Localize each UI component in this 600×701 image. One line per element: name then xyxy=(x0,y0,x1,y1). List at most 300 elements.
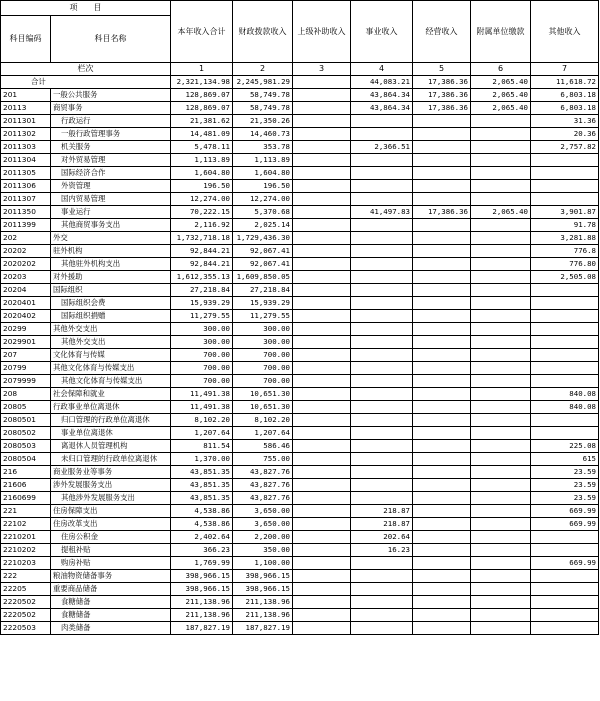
subject-name-cell: 重要商品储备 xyxy=(51,583,171,596)
subject-name-cell: 国际经济合作 xyxy=(51,167,171,180)
table-row xyxy=(1,388,599,401)
value-cell-col7: 6,803.18 xyxy=(531,102,599,115)
value-cell-col6 xyxy=(471,518,531,531)
table-row xyxy=(1,89,599,102)
value-cell-col2: 398,966.15 xyxy=(233,583,293,596)
table-row xyxy=(1,375,599,388)
value-cell-col2: 398,966.15 xyxy=(233,570,293,583)
value-cell-col7: 3,281.88 xyxy=(531,232,599,245)
subject-name-cell: 其他外交支出 xyxy=(51,336,171,349)
value-cell-col2: 14,460.73 xyxy=(233,128,293,141)
value-cell-col1: 12,274.00 xyxy=(171,193,233,206)
table-row xyxy=(1,167,599,180)
subject-code-cell: 2011350 xyxy=(1,206,51,219)
value-cell-col6 xyxy=(471,570,531,583)
value-cell-col2: 92,067.41 xyxy=(233,258,293,271)
table-row xyxy=(1,102,599,115)
value-cell-col3 xyxy=(293,102,351,115)
subject-name-cell: 其他涉外发展服务支出 xyxy=(51,492,171,505)
value-cell-col3 xyxy=(293,622,351,635)
table-row xyxy=(1,284,599,297)
value-cell-col4 xyxy=(351,479,413,492)
value-cell-col4 xyxy=(351,284,413,297)
index-number-7: 7 xyxy=(531,63,599,76)
value-cell-col6 xyxy=(471,492,531,505)
table-row xyxy=(1,193,599,206)
value-cell-col4 xyxy=(351,466,413,479)
value-cell-col5: 17,386.36 xyxy=(413,102,471,115)
table-row xyxy=(1,440,599,453)
value-cell-col3 xyxy=(293,557,351,570)
value-cell-col3 xyxy=(293,141,351,154)
subject-code-cell: 20799 xyxy=(1,362,51,375)
table-row xyxy=(1,466,599,479)
value-cell-col7 xyxy=(531,323,599,336)
value-cell-col3 xyxy=(293,388,351,401)
value-cell-col3 xyxy=(293,505,351,518)
value-cell-col5 xyxy=(413,544,471,557)
subject-code-cell: 202 xyxy=(1,232,51,245)
value-cell-col6 xyxy=(471,193,531,206)
value-cell-col1: 43,851.35 xyxy=(171,479,233,492)
value-cell-col2: 211,138.96 xyxy=(233,596,293,609)
subject-code-cell: 2160699 xyxy=(1,492,51,505)
subject-name-cell: 食糖储备 xyxy=(51,596,171,609)
value-cell-col2: 43,827.76 xyxy=(233,492,293,505)
value-cell-col7 xyxy=(531,336,599,349)
subject-name-cell: 粮油物资储备事务 xyxy=(51,570,171,583)
value-cell-col2: 350.00 xyxy=(233,544,293,557)
value-cell-col2: 2,200.00 xyxy=(233,531,293,544)
subject-name-cell: 国际组织会费 xyxy=(51,297,171,310)
table-row xyxy=(1,336,599,349)
subject-code-cell: 2011306 xyxy=(1,180,51,193)
value-cell-col7 xyxy=(531,583,599,596)
value-cell-col5 xyxy=(413,141,471,154)
value-cell-col6 xyxy=(471,245,531,258)
value-cell-col5 xyxy=(413,336,471,349)
value-cell-col7: 840.08 xyxy=(531,401,599,414)
value-cell-col7 xyxy=(531,167,599,180)
subject-code-cell: 222 xyxy=(1,570,51,583)
value-cell-col1: 1,612,355.13 xyxy=(171,271,233,284)
value-cell-col1: 196.50 xyxy=(171,180,233,193)
subject-code-cell: 22205 xyxy=(1,583,51,596)
value-cell-col5 xyxy=(413,297,471,310)
total-value-3 xyxy=(293,76,351,89)
value-cell-col2: 27,218.84 xyxy=(233,284,293,297)
subject-name-cell: 外交 xyxy=(51,232,171,245)
value-cell-col4 xyxy=(351,271,413,284)
value-cell-col6 xyxy=(471,401,531,414)
value-cell-col1: 1,113.89 xyxy=(171,154,233,167)
header-row-index xyxy=(1,63,599,76)
subject-name-cell: 事业单位离退休 xyxy=(51,427,171,440)
value-cell-col5 xyxy=(413,570,471,583)
value-cell-col3 xyxy=(293,518,351,531)
subject-code-header: 科目编码 xyxy=(1,16,51,63)
value-cell-col1: 1,207.64 xyxy=(171,427,233,440)
value-cell-col5 xyxy=(413,349,471,362)
subject-code-cell: 2080501 xyxy=(1,414,51,427)
value-cell-col6 xyxy=(471,596,531,609)
value-cell-col5: 17,386.36 xyxy=(413,206,471,219)
value-cell-col4 xyxy=(351,167,413,180)
value-cell-col1: 366.23 xyxy=(171,544,233,557)
value-cell-col7 xyxy=(531,362,599,375)
value-cell-col3 xyxy=(293,531,351,544)
value-cell-col2: 1,609,850.05 xyxy=(233,271,293,284)
subject-code-cell: 216 xyxy=(1,466,51,479)
subject-name-cell: 国内贸易管理 xyxy=(51,193,171,206)
value-cell-col7 xyxy=(531,180,599,193)
value-cell-col3 xyxy=(293,245,351,258)
value-cell-col1: 70,222.15 xyxy=(171,206,233,219)
value-cell-col4 xyxy=(351,245,413,258)
subject-name-cell: 肉类储备 xyxy=(51,622,171,635)
value-cell-col6 xyxy=(471,128,531,141)
value-cell-col4 xyxy=(351,427,413,440)
subject-name-cell: 国际组织捐赠 xyxy=(51,310,171,323)
table-row xyxy=(1,232,599,245)
value-cell-col4 xyxy=(351,596,413,609)
value-cell-col4: 218.87 xyxy=(351,518,413,531)
value-cell-col2: 92,067.41 xyxy=(233,245,293,258)
value-cell-col2: 1,207.64 xyxy=(233,427,293,440)
value-cell-col4 xyxy=(351,362,413,375)
subject-code-cell: 2011399 xyxy=(1,219,51,232)
value-cell-col3 xyxy=(293,323,351,336)
value-cell-col1: 11,491.38 xyxy=(171,388,233,401)
subject-code-cell: 20204 xyxy=(1,284,51,297)
value-cell-col5 xyxy=(413,401,471,414)
value-cell-col1: 811.54 xyxy=(171,440,233,453)
value-cell-col7: 2,757.82 xyxy=(531,141,599,154)
value-cell-col3 xyxy=(293,609,351,622)
value-cell-col4 xyxy=(351,232,413,245)
value-cell-col1: 8,102.20 xyxy=(171,414,233,427)
value-cell-col5 xyxy=(413,375,471,388)
subject-name-header: 科目名称 xyxy=(51,16,171,63)
value-cell-col2: 1,113.89 xyxy=(233,154,293,167)
value-cell-col7: 615 xyxy=(531,453,599,466)
subject-code-cell: 2020202 xyxy=(1,258,51,271)
value-cell-col6: 2,065.40 xyxy=(471,89,531,102)
value-cell-col6: 2,065.40 xyxy=(471,102,531,115)
value-cell-col2: 10,651.30 xyxy=(233,388,293,401)
subject-code-cell: 2079999 xyxy=(1,375,51,388)
subject-name-cell: 其他外交支出 xyxy=(51,323,171,336)
value-cell-col7: 776.8 xyxy=(531,245,599,258)
value-cell-col1: 11,279.55 xyxy=(171,310,233,323)
value-cell-col4 xyxy=(351,154,413,167)
value-cell-col2: 3,650.00 xyxy=(233,518,293,531)
total-value-2: 2,245,981.29 xyxy=(233,76,293,89)
value-cell-col2: 700.00 xyxy=(233,349,293,362)
subject-name-cell: 提租补贴 xyxy=(51,544,171,557)
value-cell-col1: 700.00 xyxy=(171,375,233,388)
value-cell-col5 xyxy=(413,219,471,232)
table-row xyxy=(1,323,599,336)
value-cell-col6 xyxy=(471,466,531,479)
index-number-6: 6 xyxy=(471,63,531,76)
value-cell-col1: 187,827.19 xyxy=(171,622,233,635)
value-cell-col5 xyxy=(413,518,471,531)
value-cell-col7 xyxy=(531,427,599,440)
value-cell-col7: 776.80 xyxy=(531,258,599,271)
value-cell-col1: 128,869.07 xyxy=(171,102,233,115)
table-row xyxy=(1,609,599,622)
subject-name-cell: 行政事业单位离退休 xyxy=(51,401,171,414)
value-cell-col7 xyxy=(531,596,599,609)
subject-name-cell: 对外贸易管理 xyxy=(51,154,171,167)
value-cell-col5 xyxy=(413,271,471,284)
subject-code-cell: 2011307 xyxy=(1,193,51,206)
value-cell-col5 xyxy=(413,557,471,570)
value-cell-col1: 27,218.84 xyxy=(171,284,233,297)
column-header-4: 事业收入 xyxy=(351,1,413,63)
value-cell-col5 xyxy=(413,583,471,596)
value-cell-col4 xyxy=(351,440,413,453)
table-row xyxy=(1,453,599,466)
value-cell-col5 xyxy=(413,193,471,206)
value-cell-col6 xyxy=(471,336,531,349)
value-cell-col3 xyxy=(293,570,351,583)
table-row xyxy=(1,219,599,232)
subject-code-cell: 207 xyxy=(1,349,51,362)
value-cell-col7: 23.59 xyxy=(531,479,599,492)
value-cell-col5 xyxy=(413,466,471,479)
total-value-6: 2,065.40 xyxy=(471,76,531,89)
table-row xyxy=(1,128,599,141)
subject-code-cell: 2011304 xyxy=(1,154,51,167)
value-cell-col5 xyxy=(413,414,471,427)
value-cell-col1: 211,138.96 xyxy=(171,596,233,609)
value-cell-col4 xyxy=(351,323,413,336)
subject-code-cell: 22102 xyxy=(1,518,51,531)
column-header-5: 经营收入 xyxy=(413,1,471,63)
subject-name-cell: 驻外机构 xyxy=(51,245,171,258)
value-cell-col2: 211,138.96 xyxy=(233,609,293,622)
index-number-1: 1 xyxy=(171,63,233,76)
subject-code-cell: 2220502 xyxy=(1,609,51,622)
value-cell-col2: 43,827.76 xyxy=(233,479,293,492)
value-cell-col2: 11,279.55 xyxy=(233,310,293,323)
value-cell-col3 xyxy=(293,583,351,596)
value-cell-col5 xyxy=(413,245,471,258)
subject-name-cell: 归口管理的行政单位离退休 xyxy=(51,414,171,427)
subject-code-cell: 208 xyxy=(1,388,51,401)
subject-name-cell: 国际组织 xyxy=(51,284,171,297)
value-cell-col6 xyxy=(471,154,531,167)
value-cell-col5 xyxy=(413,284,471,297)
subject-name-cell: 住房改革支出 xyxy=(51,518,171,531)
value-cell-col4 xyxy=(351,401,413,414)
value-cell-col7: 91.78 xyxy=(531,219,599,232)
value-cell-col4 xyxy=(351,193,413,206)
table-row xyxy=(1,557,599,570)
value-cell-col6 xyxy=(471,219,531,232)
value-cell-col2: 586.46 xyxy=(233,440,293,453)
value-cell-col4: 202.64 xyxy=(351,531,413,544)
value-cell-col7: 20.36 xyxy=(531,128,599,141)
value-cell-col1: 5,478.11 xyxy=(171,141,233,154)
subject-name-cell: 行政运行 xyxy=(51,115,171,128)
value-cell-col5 xyxy=(413,609,471,622)
subject-name-cell: 社会保障和就业 xyxy=(51,388,171,401)
value-cell-col1: 700.00 xyxy=(171,362,233,375)
index-number-4: 4 xyxy=(351,63,413,76)
value-cell-col1: 21,381.62 xyxy=(171,115,233,128)
subject-name-cell: 文化体育与传媒 xyxy=(51,349,171,362)
value-cell-col4 xyxy=(351,115,413,128)
subject-code-cell: 2080502 xyxy=(1,427,51,440)
subject-code-cell: 2210202 xyxy=(1,544,51,557)
table-row xyxy=(1,414,599,427)
subject-name-cell: 其他商贸事务支出 xyxy=(51,219,171,232)
value-cell-col2: 353.78 xyxy=(233,141,293,154)
value-cell-col3 xyxy=(293,193,351,206)
column-header-6: 附属单位缴款 xyxy=(471,1,531,63)
subject-name-cell: 未归口管理的行政单位离退休 xyxy=(51,453,171,466)
value-cell-col6 xyxy=(471,362,531,375)
value-cell-col7: 31.36 xyxy=(531,115,599,128)
value-cell-col3 xyxy=(293,427,351,440)
value-cell-col5 xyxy=(413,232,471,245)
value-cell-col6 xyxy=(471,271,531,284)
value-cell-col1: 11,491.38 xyxy=(171,401,233,414)
value-cell-col6 xyxy=(471,453,531,466)
table-row xyxy=(1,297,599,310)
value-cell-col7: 669.99 xyxy=(531,505,599,518)
value-cell-col2: 300.00 xyxy=(233,336,293,349)
value-cell-col1: 398,966.15 xyxy=(171,583,233,596)
value-cell-col4 xyxy=(351,414,413,427)
subject-code-cell: 2011305 xyxy=(1,167,51,180)
subject-code-cell: 2220503 xyxy=(1,622,51,635)
value-cell-col6 xyxy=(471,414,531,427)
value-cell-col7: 23.59 xyxy=(531,492,599,505)
value-cell-col1: 128,869.07 xyxy=(171,89,233,102)
table-row xyxy=(1,141,599,154)
value-cell-col2: 700.00 xyxy=(233,362,293,375)
subject-code-cell: 21606 xyxy=(1,479,51,492)
value-cell-col3 xyxy=(293,89,351,102)
value-cell-col1: 2,402.64 xyxy=(171,531,233,544)
subject-code-cell: 2220502 xyxy=(1,596,51,609)
value-cell-col2: 187,827.19 xyxy=(233,622,293,635)
value-cell-col7 xyxy=(531,414,599,427)
value-cell-col1: 43,851.35 xyxy=(171,466,233,479)
table-row xyxy=(1,310,599,323)
value-cell-col2: 12,274.00 xyxy=(233,193,293,206)
value-cell-col6 xyxy=(471,310,531,323)
value-cell-col3 xyxy=(293,336,351,349)
value-cell-col5 xyxy=(413,388,471,401)
value-cell-col1: 14,481.09 xyxy=(171,128,233,141)
value-cell-col2: 43,827.76 xyxy=(233,466,293,479)
value-cell-col3 xyxy=(293,453,351,466)
value-cell-col3 xyxy=(293,167,351,180)
value-cell-col1: 15,939.29 xyxy=(171,297,233,310)
value-cell-col2: 755.00 xyxy=(233,453,293,466)
value-cell-col5 xyxy=(413,531,471,544)
value-cell-col3 xyxy=(293,401,351,414)
value-cell-col5 xyxy=(413,427,471,440)
value-cell-col7: 669.99 xyxy=(531,557,599,570)
subject-name-cell: 机关服务 xyxy=(51,141,171,154)
value-cell-col7: 669.99 xyxy=(531,518,599,531)
value-cell-col4 xyxy=(351,609,413,622)
value-cell-col6 xyxy=(471,479,531,492)
value-cell-col5 xyxy=(413,154,471,167)
value-cell-col2: 15,939.29 xyxy=(233,297,293,310)
value-cell-col6 xyxy=(471,167,531,180)
subject-code-cell: 2011301 xyxy=(1,115,51,128)
value-cell-col2: 196.50 xyxy=(233,180,293,193)
subject-name-cell: 离退休人员管理机构 xyxy=(51,440,171,453)
total-value-7: 11,618.72 xyxy=(531,76,599,89)
value-cell-col4 xyxy=(351,492,413,505)
value-cell-col4: 218.87 xyxy=(351,505,413,518)
value-cell-col7: 23.59 xyxy=(531,466,599,479)
value-cell-col4 xyxy=(351,349,413,362)
subject-name-cell: 一般公共服务 xyxy=(51,89,171,102)
value-cell-col4 xyxy=(351,570,413,583)
value-cell-col2: 3,650.00 xyxy=(233,505,293,518)
value-cell-col3 xyxy=(293,284,351,297)
value-cell-col2: 1,729,436.30 xyxy=(233,232,293,245)
value-cell-col3 xyxy=(293,206,351,219)
value-cell-col5 xyxy=(413,505,471,518)
total-value-4: 44,083.21 xyxy=(351,76,413,89)
value-cell-col1: 1,370.00 xyxy=(171,453,233,466)
value-cell-col5 xyxy=(413,323,471,336)
value-cell-col7 xyxy=(531,310,599,323)
subject-code-cell: 2080503 xyxy=(1,440,51,453)
value-cell-col6 xyxy=(471,531,531,544)
value-cell-col2: 2,025.14 xyxy=(233,219,293,232)
value-cell-col5 xyxy=(413,115,471,128)
subject-code-cell: 20202 xyxy=(1,245,51,258)
table-row xyxy=(1,596,599,609)
subject-code-cell: 2020401 xyxy=(1,297,51,310)
value-cell-col2: 58,749.78 xyxy=(233,89,293,102)
subject-code-cell: 2210203 xyxy=(1,557,51,570)
table-row xyxy=(1,154,599,167)
value-cell-col2: 58,749.78 xyxy=(233,102,293,115)
value-cell-col6 xyxy=(471,258,531,271)
value-cell-col1: 43,851.35 xyxy=(171,492,233,505)
value-cell-col3 xyxy=(293,232,351,245)
value-cell-col3 xyxy=(293,128,351,141)
value-cell-col4 xyxy=(351,297,413,310)
total-row xyxy=(1,76,599,89)
index-label: 栏次 xyxy=(1,63,171,76)
value-cell-col1: 4,538.86 xyxy=(171,505,233,518)
table-row xyxy=(1,570,599,583)
value-cell-col4 xyxy=(351,128,413,141)
value-cell-col6 xyxy=(471,557,531,570)
value-cell-col1: 92,844.21 xyxy=(171,245,233,258)
value-cell-col2: 8,102.20 xyxy=(233,414,293,427)
value-cell-col5 xyxy=(413,128,471,141)
value-cell-col6 xyxy=(471,115,531,128)
table-row xyxy=(1,258,599,271)
value-cell-col5 xyxy=(413,180,471,193)
value-cell-col3 xyxy=(293,349,351,362)
table-row xyxy=(1,349,599,362)
